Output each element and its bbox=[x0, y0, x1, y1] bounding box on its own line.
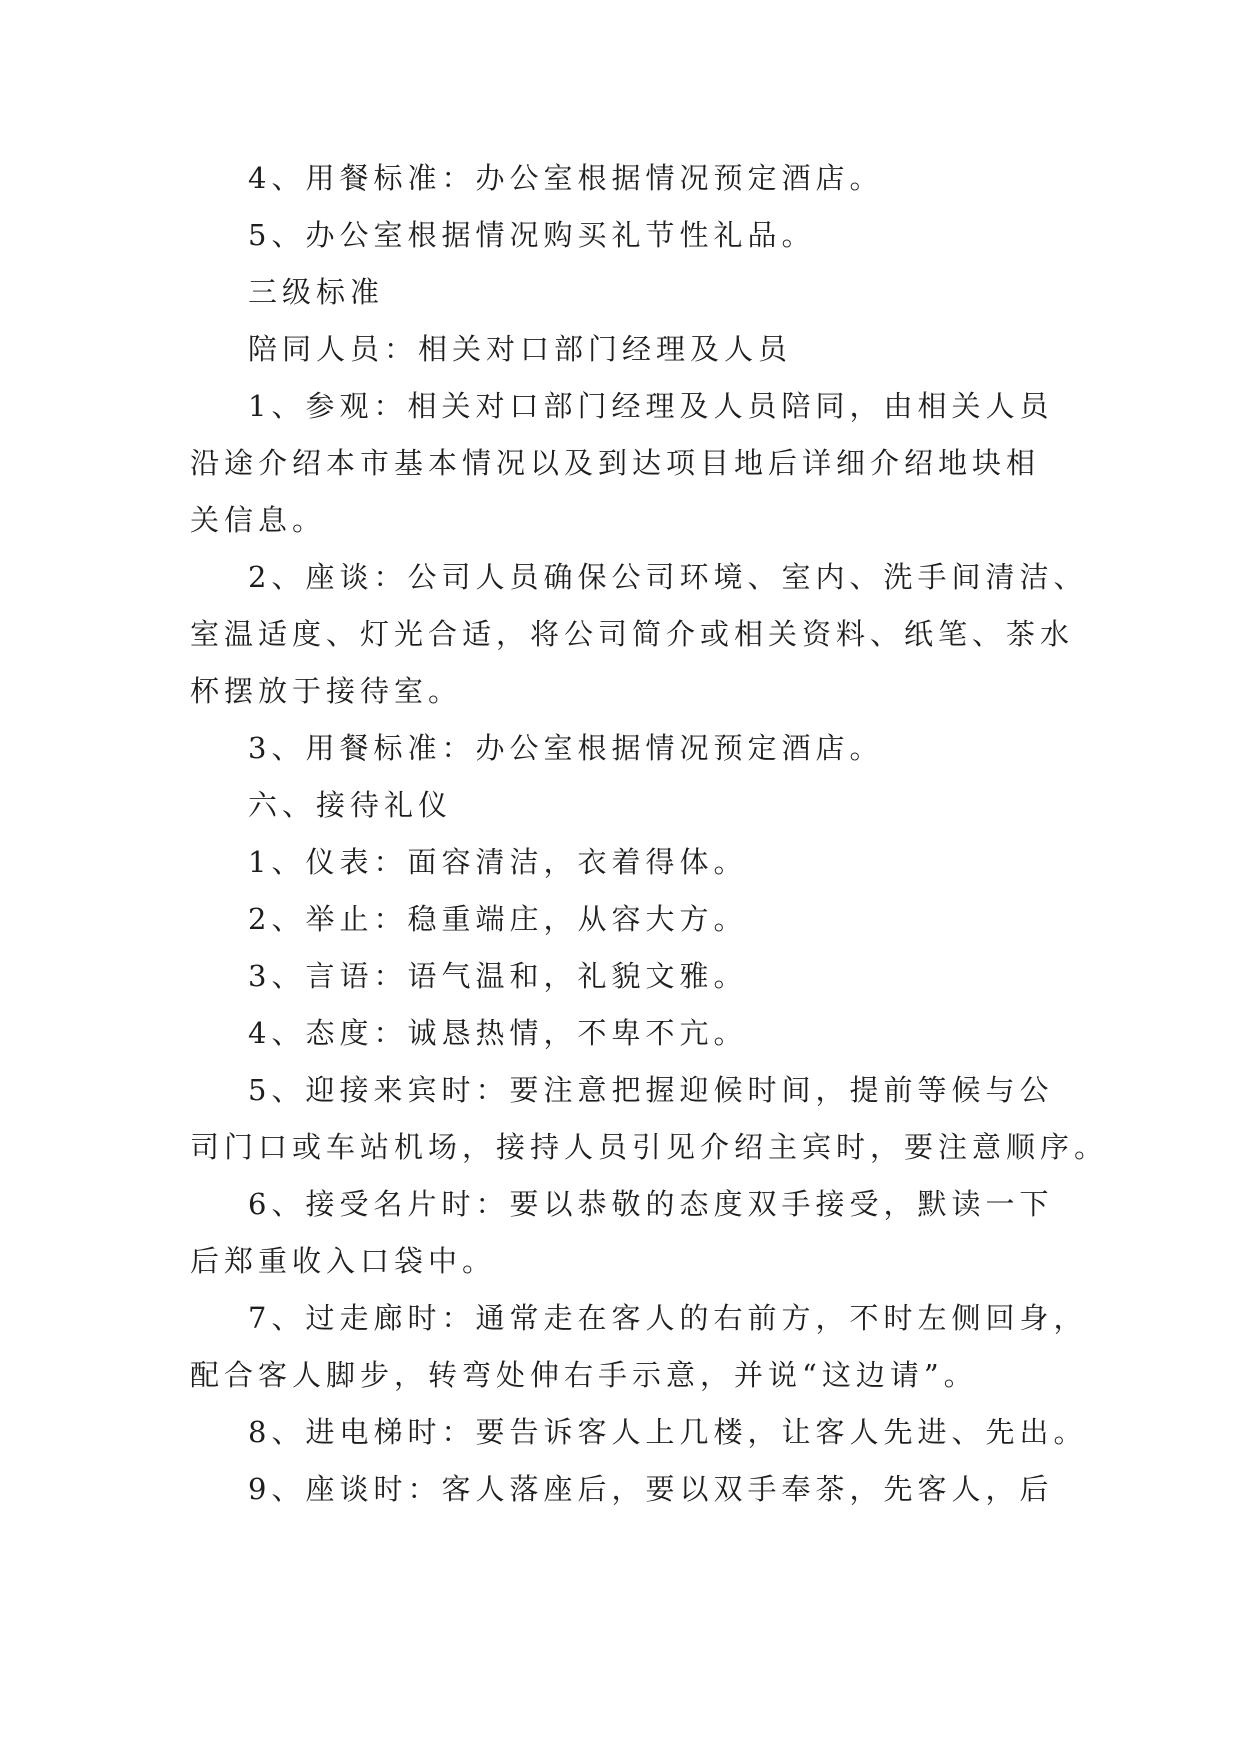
text-line: 关信息。 bbox=[190, 503, 327, 537]
text-line: 7、过走廊时：通常走在客人的右前方，不时左侧回身， bbox=[248, 1301, 1088, 1335]
section-heading: 六、接待礼仪 bbox=[248, 788, 453, 822]
text-line: 配合客人脚步，转弯处伸右手示意，并说“这边请”。 bbox=[190, 1358, 978, 1392]
text-line: 5、迎接来宾时：要注意把握迎候时间，提前等候与公 bbox=[248, 1073, 1054, 1107]
text-line: 5、办公室根据情况购买礼节性礼品。 bbox=[248, 218, 816, 252]
text-line: 6、接受名片时：要以恭敬的态度双手接受，默读一下 bbox=[248, 1187, 1054, 1221]
section-heading: 三级标准 bbox=[248, 275, 385, 309]
text-line: 室温适度、灯光合适，将公司简介或相关资料、纸笔、茶水 bbox=[190, 617, 1075, 651]
text-line: 1、参观：相关对口部门经理及人员陪同，由相关人员 bbox=[248, 389, 1054, 423]
text-line: 司门口或车站机场，接持人员引见介绍主宾时，要注意顺序。 bbox=[190, 1130, 1109, 1164]
text-line: 2、座谈：公司人员确保公司环境、室内、洗手间清洁、 bbox=[248, 560, 1088, 594]
text-line: 8、进电梯时：要告诉客人上几楼，让客人先进、先出。 bbox=[248, 1415, 1088, 1449]
text-line: 杯摆放于接待室。 bbox=[190, 674, 463, 708]
text-line: 2、举止：稳重端庄，从容大方。 bbox=[248, 902, 748, 936]
text-line: 后郑重收入口袋中。 bbox=[190, 1244, 497, 1278]
text-line: 沿途介绍本市基本情况以及到达项目地后详细介绍地块相 bbox=[190, 446, 1041, 480]
text-line: 4、态度：诚恳热情，不卑不亢。 bbox=[248, 1016, 748, 1050]
text-line: 4、用餐标准：办公室根据情况预定酒店。 bbox=[248, 161, 884, 195]
text-line: 3、用餐标准：办公室根据情况预定酒店。 bbox=[248, 731, 884, 765]
text-line: 3、言语：语气温和，礼貌文雅。 bbox=[248, 959, 748, 993]
text-line: 陪同人员：相关对口部门经理及人员 bbox=[248, 332, 793, 366]
text-line: 9、座谈时：客人落座后，要以双手奉茶，先客人，后 bbox=[248, 1472, 1054, 1506]
text-line: 1、仪表：面容清洁，衣着得体。 bbox=[248, 845, 748, 879]
